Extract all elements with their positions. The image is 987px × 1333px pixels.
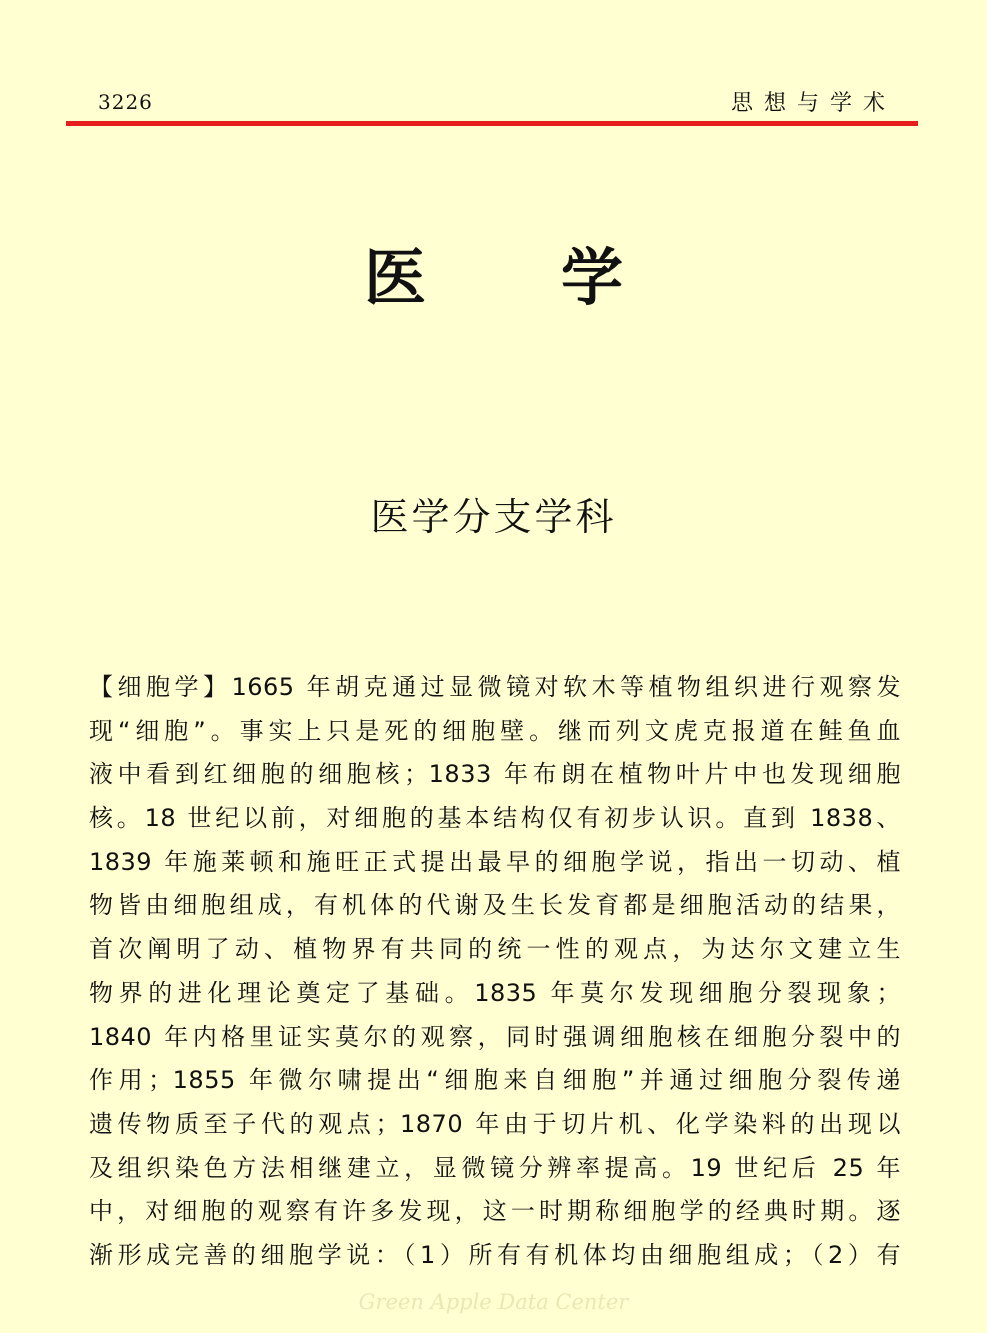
- entry-line: 1840 年内格里证实莫尔的观察，同时强调细胞核在细胞分裂中的: [89, 1022, 901, 1051]
- entry-line: 【细胞学】1665 年胡克通过显微镜对软木等植物组织进行观察发: [89, 673, 901, 701]
- entry-line: 核。18 世纪以前，对细胞的基本结构仅有初步认识。直到 1838、: [89, 804, 901, 833]
- entry-body: [89, 666, 901, 1278]
- entry-line: 1839 年施莱顿和施旺正式提出最早的细胞学说，指出一切动、植: [89, 847, 901, 876]
- entry-line: 物皆由细胞组成，有机体的代谢及生长发育都是细胞活动的结果，: [89, 891, 901, 920]
- page-number: 3226: [98, 90, 153, 114]
- entry-line: 现“细胞”。事实上只是死的细胞壁。继而列文虎克报道在鲑鱼血: [89, 716, 901, 745]
- section-title: 医学分支学科: [370, 495, 617, 539]
- chapter-title: 医学: [363, 241, 758, 314]
- entry-line: 首次阐明了动、植物界有共同的统一性的观点，为达尔文建立生: [89, 935, 901, 964]
- page-header: [66, 82, 918, 122]
- header-rule: [66, 121, 918, 126]
- entry-line: 中，对细胞的观察有许多发现，这一时期称细胞学的经典时期。逐: [89, 1197, 901, 1226]
- entry-line: 遗传物质至子代的观点；1870 年由于切片机、化学染料的出现以: [89, 1109, 901, 1138]
- entry-line: 物界的进化理论奠定了基础。1835 年莫尔发现细胞分裂现象；: [89, 978, 901, 1007]
- entry-line: 及组织染色方法相继建立，显微镜分辨率提高。19 世纪后 25 年: [89, 1153, 901, 1182]
- entry-line: 作用；1855 年微尔啸提出“细胞来自细胞”并通过细胞分裂传递: [89, 1066, 901, 1095]
- watermark: Green Apple Data Center: [358, 1290, 629, 1314]
- running-title: 思想与学术: [730, 91, 896, 116]
- entry-line: 渐形成完善的细胞学说：（1）所有有机体均由细胞组成；（2）有: [89, 1240, 901, 1269]
- entry-line: 液中看到红细胞的细胞核；1833 年布朗在植物叶片中也发现细胞: [89, 760, 901, 789]
